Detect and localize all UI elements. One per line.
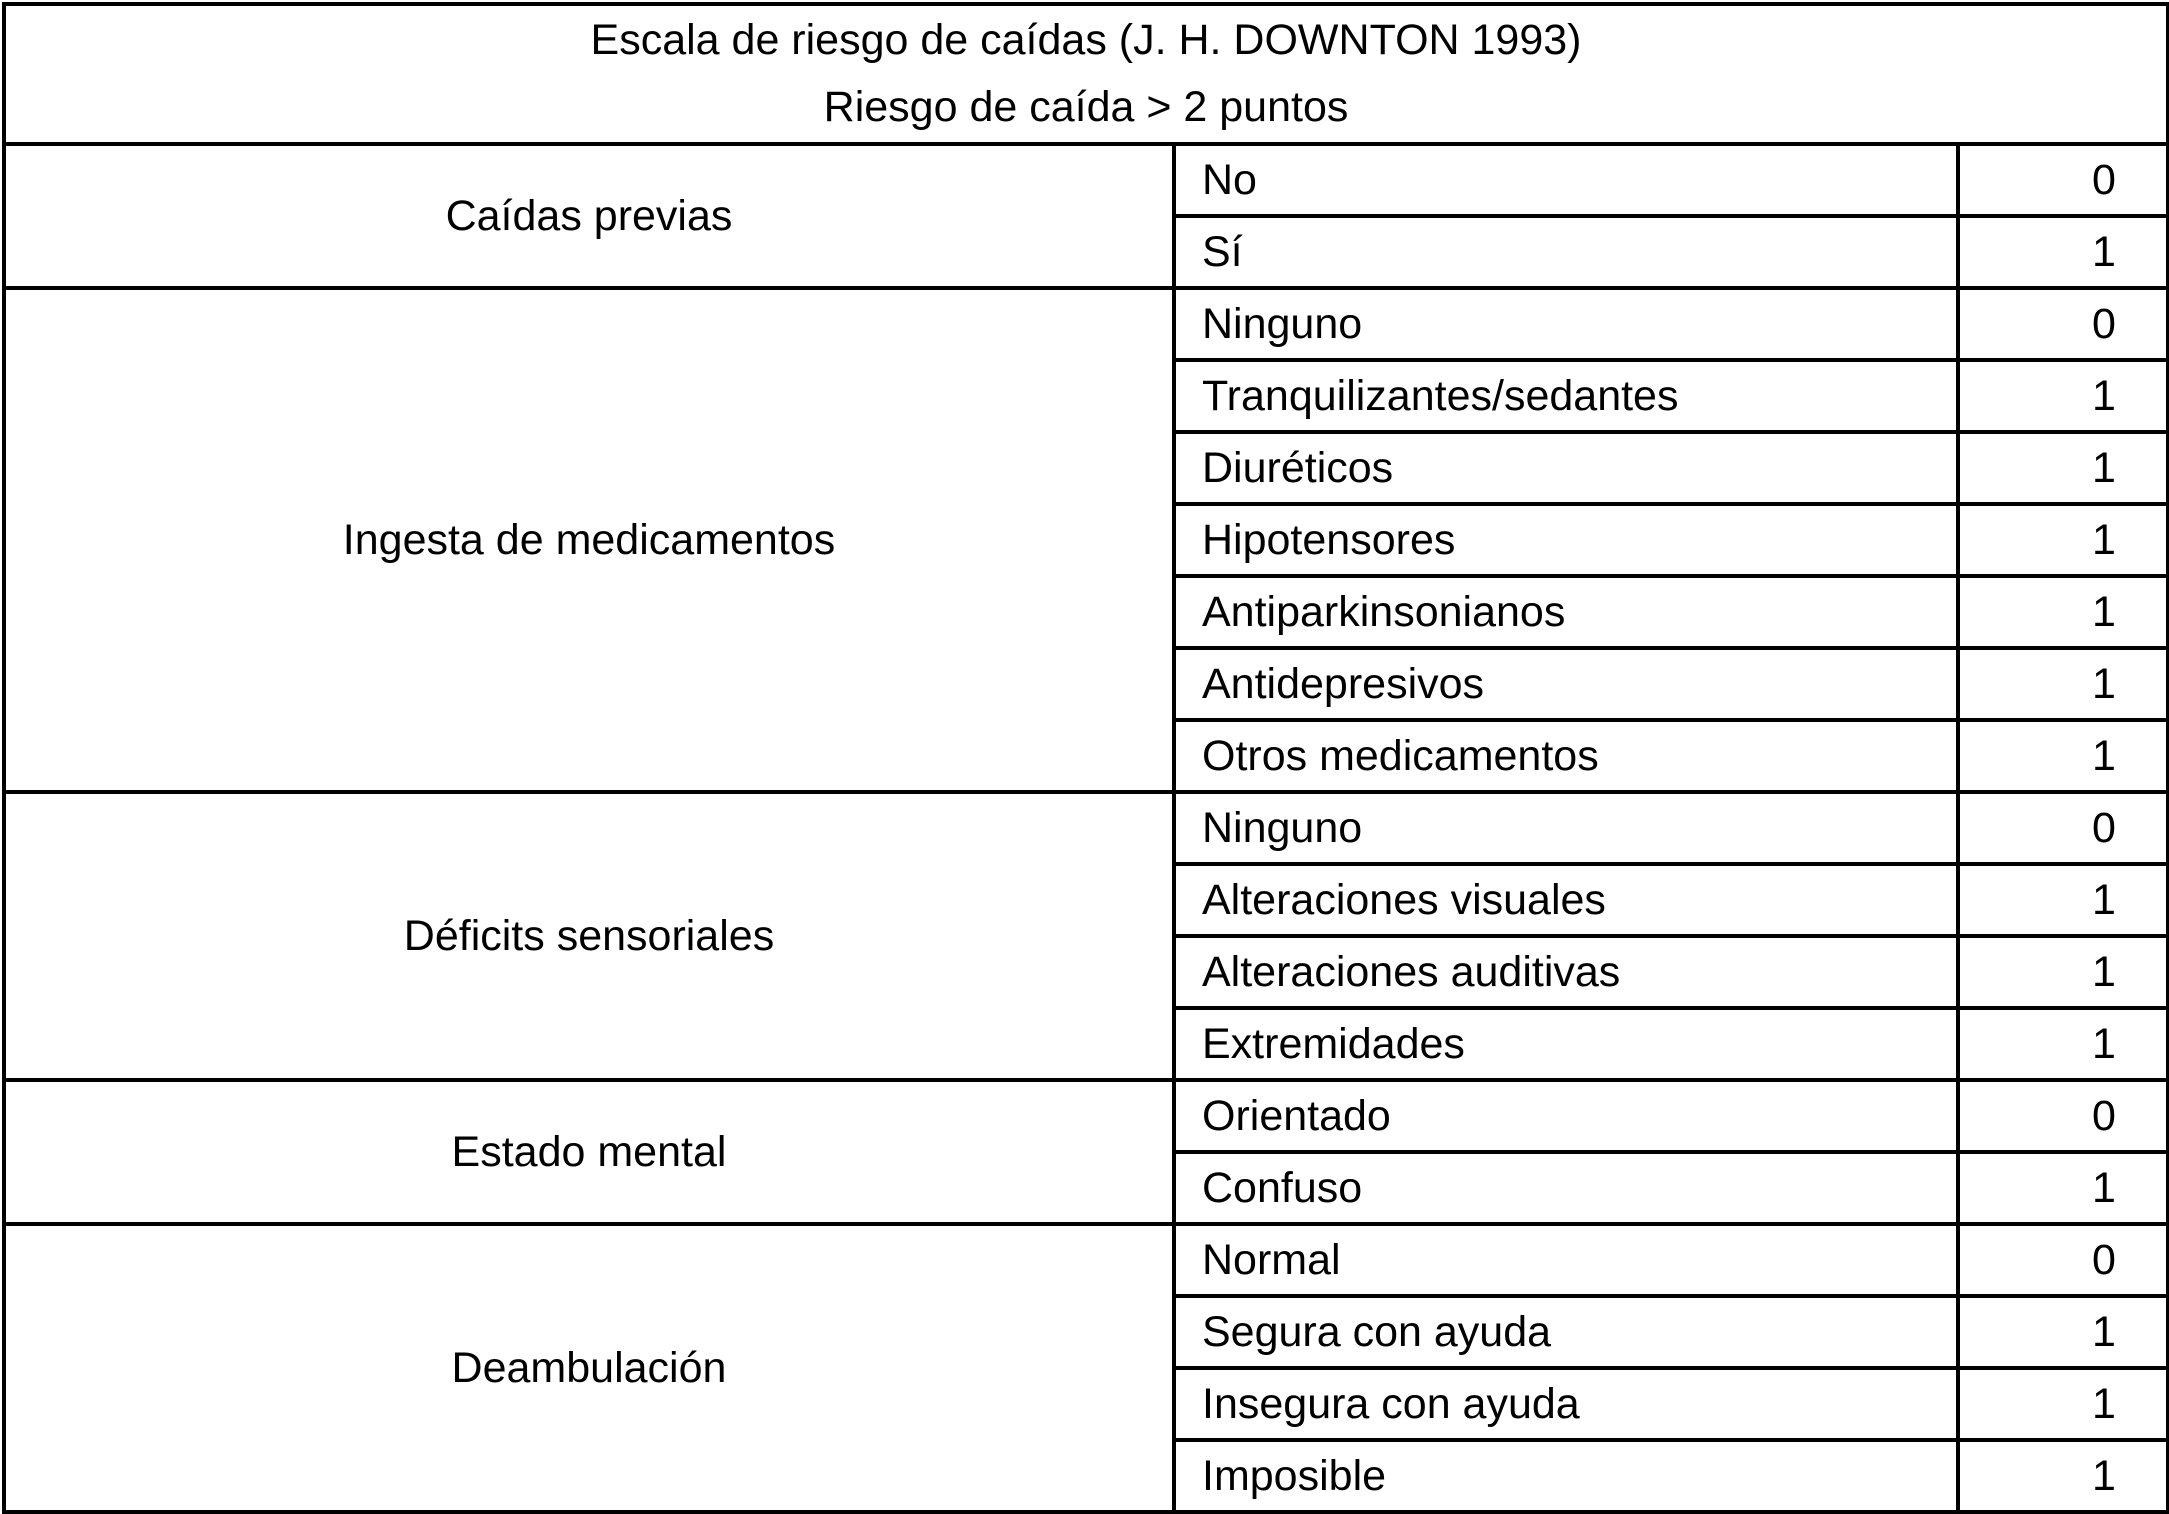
option-label-cell: Otros medicamentos bbox=[1174, 720, 1958, 792]
points-cell: 1 bbox=[1958, 648, 2168, 720]
option-label-cell: Ninguno bbox=[1174, 792, 1958, 864]
points-cell: 0 bbox=[1958, 1080, 2168, 1152]
option-label-cell: Imposible bbox=[1174, 1440, 1958, 1512]
table-body bbox=[4, 4, 2168, 1512]
points-cell: 1 bbox=[1958, 936, 2168, 1008]
option-label-cell: Orientado bbox=[1174, 1080, 1958, 1152]
option-label-cell: Segura con ayuda bbox=[1174, 1296, 1958, 1368]
option-label-cell: Hipotensores bbox=[1174, 504, 1958, 576]
option-label-cell: Antidepresivos bbox=[1174, 648, 1958, 720]
option-label-cell: Antiparkinsonianos bbox=[1174, 576, 1958, 648]
points-cell: 1 bbox=[1958, 576, 2168, 648]
points-cell: 1 bbox=[1958, 1296, 2168, 1368]
points-cell: 0 bbox=[1958, 792, 2168, 864]
category-cell: Déficits sensoriales bbox=[4, 792, 1174, 1080]
table-row bbox=[4, 288, 2168, 360]
option-label-cell: Alteraciones auditivas bbox=[1174, 936, 1958, 1008]
category-cell: Ingesta de medicamentos bbox=[4, 288, 1174, 792]
table-row bbox=[4, 792, 2168, 864]
table-row bbox=[4, 1224, 2168, 1296]
points-cell: 1 bbox=[1958, 1008, 2168, 1080]
points-cell: 1 bbox=[1958, 504, 2168, 576]
category-cell: Caídas previas bbox=[4, 144, 1174, 288]
title-cell bbox=[4, 4, 2168, 144]
points-cell: 1 bbox=[1958, 1152, 2168, 1224]
points-cell: 0 bbox=[1958, 1224, 2168, 1296]
table-row bbox=[4, 1080, 2168, 1152]
points-cell: 1 bbox=[1958, 864, 2168, 936]
option-label-cell: Ninguno bbox=[1174, 288, 1958, 360]
category-cell: Deambulación bbox=[4, 1224, 1174, 1512]
points-cell: 1 bbox=[1958, 720, 2168, 792]
points-cell: 1 bbox=[1958, 1368, 2168, 1440]
option-label-cell: No bbox=[1174, 144, 1958, 216]
option-label-cell: Alteraciones visuales bbox=[1174, 864, 1958, 936]
option-label-cell: Insegura con ayuda bbox=[1174, 1368, 1958, 1440]
option-label-cell: Diuréticos bbox=[1174, 432, 1958, 504]
table-title: Escala de riesgo de caídas (J. H. DOWNTON 1993) bbox=[590, 16, 1582, 64]
option-label-cell: Tranquilizantes/sedantes bbox=[1174, 360, 1958, 432]
points-cell: 1 bbox=[1958, 1440, 2168, 1512]
points-cell: 0 bbox=[1958, 144, 2168, 216]
downton-scale-table bbox=[2, 2, 2169, 1514]
option-label-cell: Extremidades bbox=[1174, 1008, 1958, 1080]
category-cell: Estado mental bbox=[4, 1080, 1174, 1224]
table-subtitle: Riesgo de caída > 2 puntos bbox=[823, 83, 1349, 131]
option-label-cell: Confuso bbox=[1174, 1152, 1958, 1224]
points-cell: 1 bbox=[1958, 360, 2168, 432]
points-cell: 1 bbox=[1958, 216, 2168, 288]
title-row bbox=[4, 4, 2168, 144]
points-cell: 1 bbox=[1958, 432, 2168, 504]
table-row bbox=[4, 144, 2168, 216]
option-label-cell: Sí bbox=[1174, 216, 1958, 288]
points-cell: 0 bbox=[1958, 288, 2168, 360]
option-label-cell: Normal bbox=[1174, 1224, 1958, 1296]
